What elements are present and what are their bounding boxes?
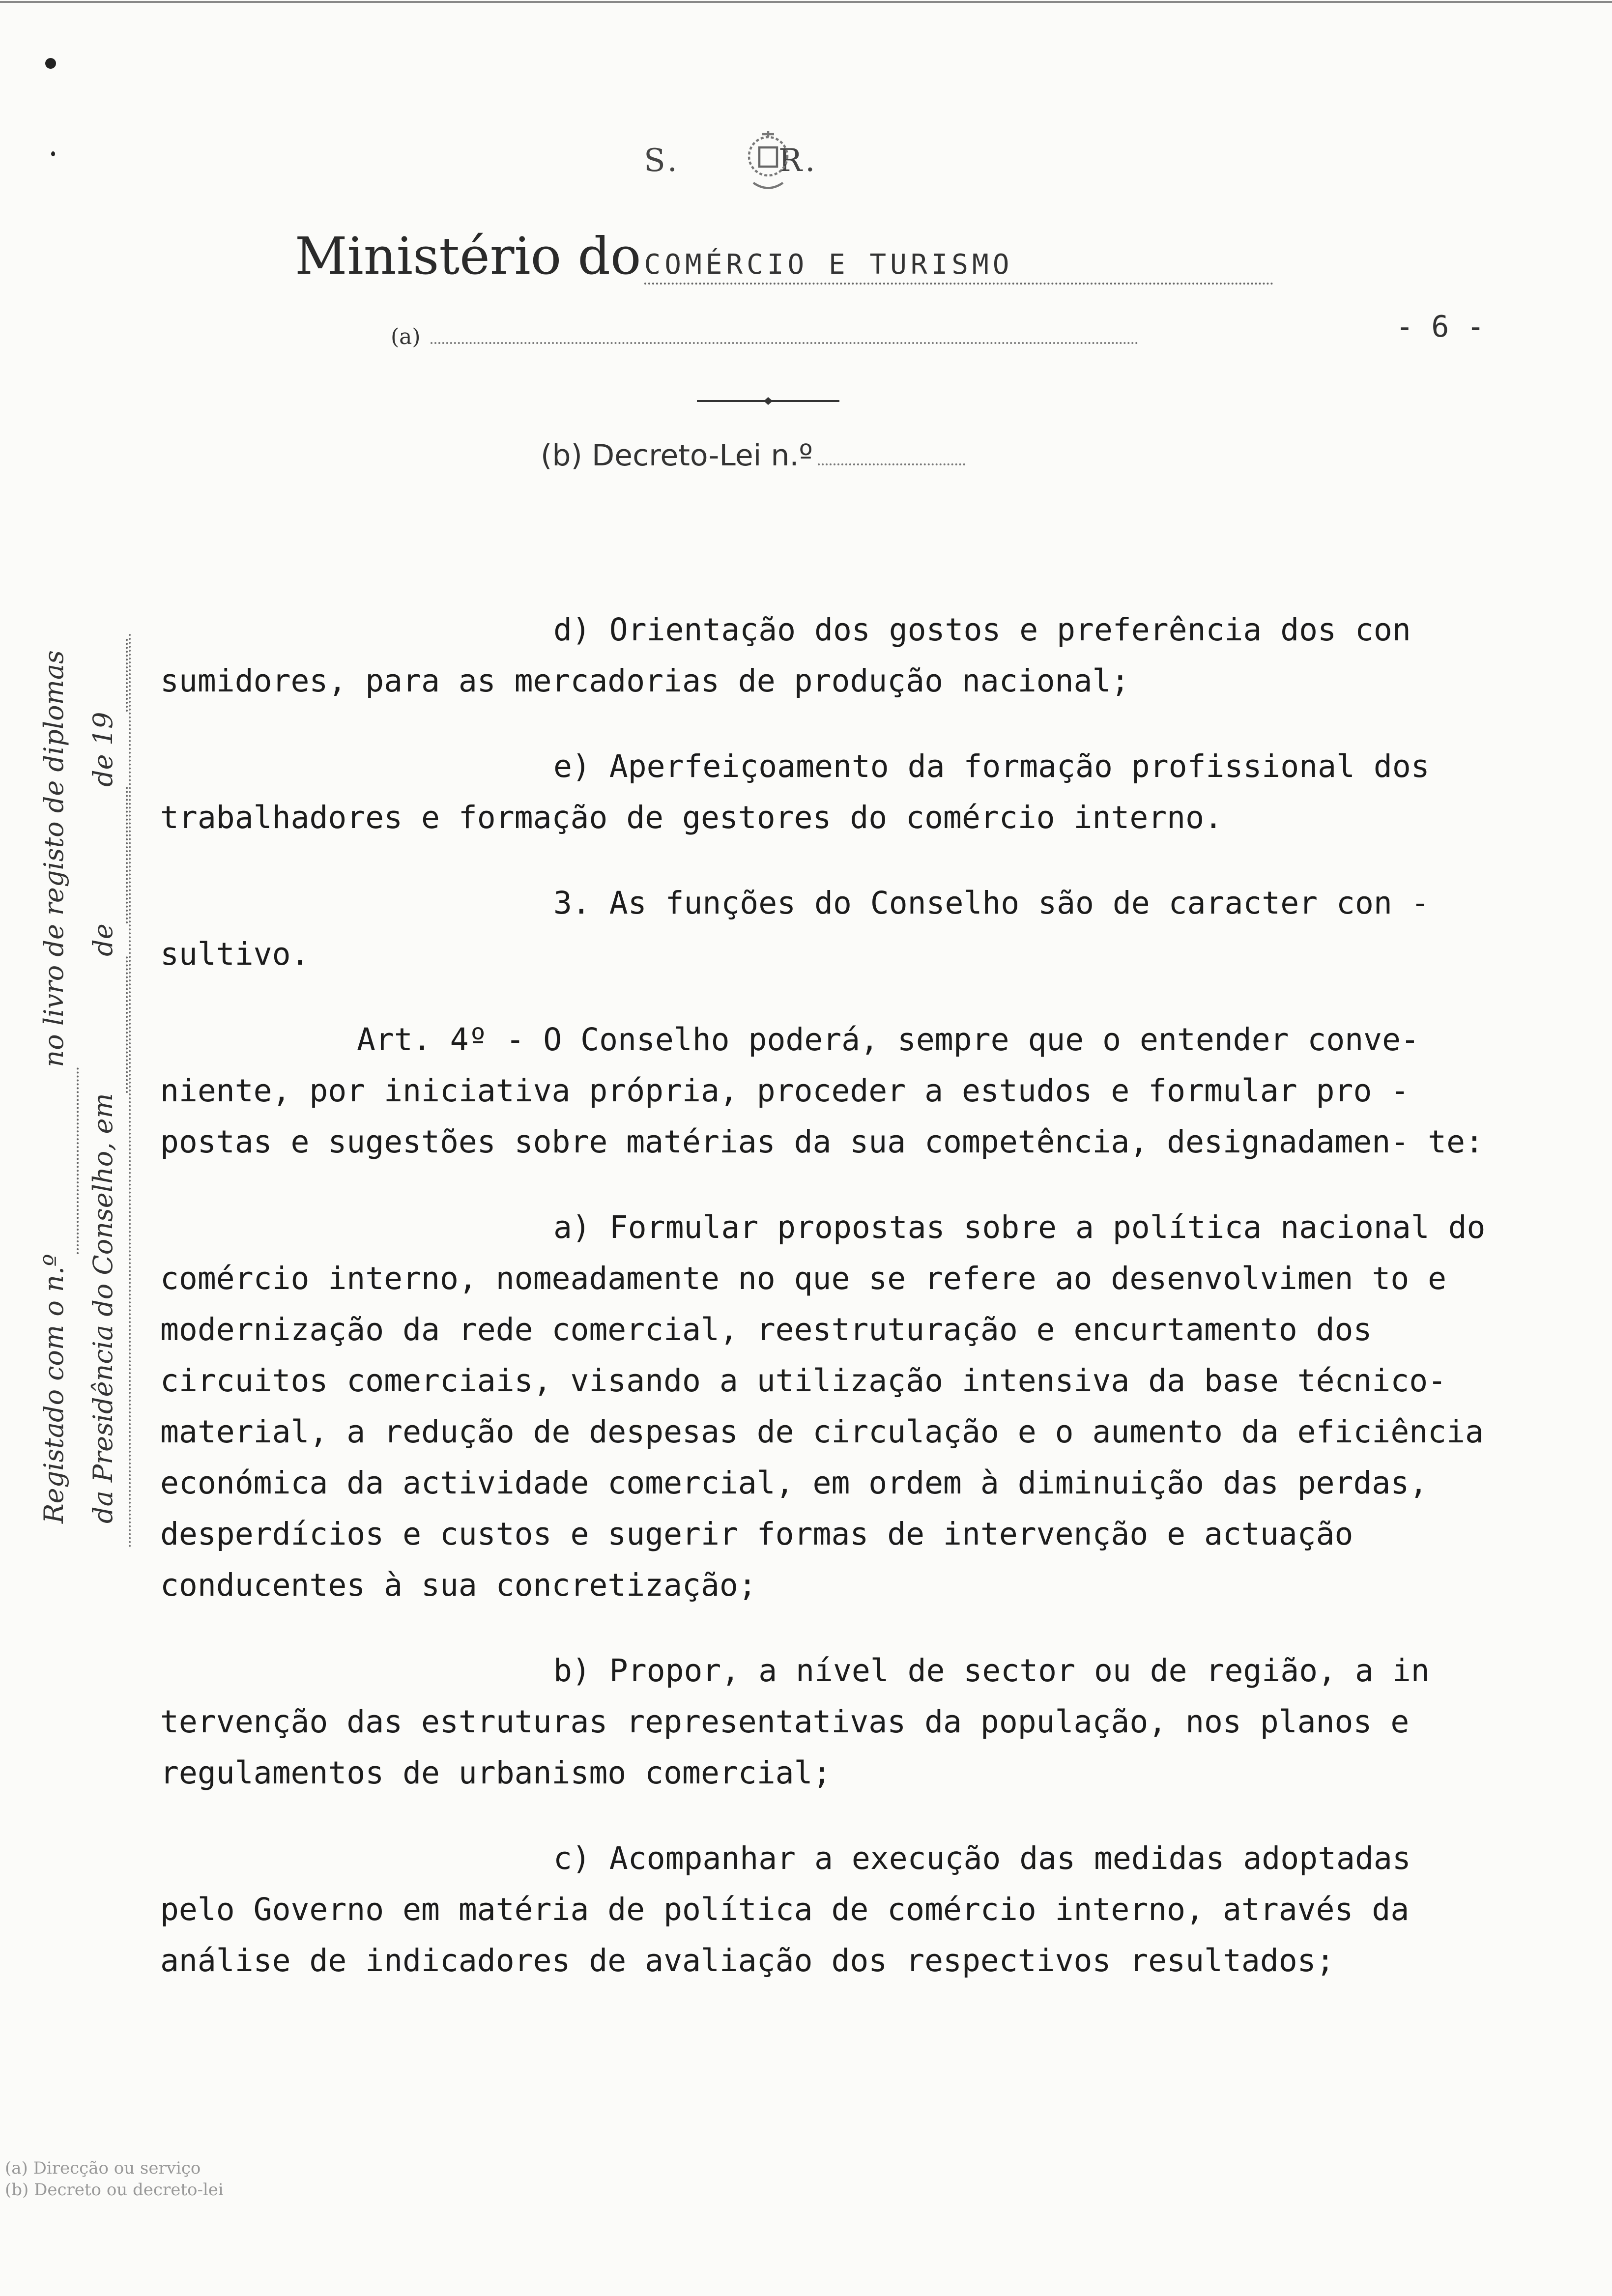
article-4: Art. 4º - O Conselho poderá, sempre que o entender conve- niente, por iniciativa própria, proceder a estudos e formular pro - postas e sugestões sobre matérias da sua competência, designadamen- te: bbox=[160, 1022, 1484, 1160]
page-number: - 6 - bbox=[1396, 310, 1485, 344]
margin-note-book: no livro de registo de diplomas bbox=[38, 650, 69, 1067]
margin-note-blank bbox=[57, 1067, 79, 1254]
decree-label: (b) Decreto-Lei n.º bbox=[541, 438, 813, 473]
paragraph-b: b) Propor, a nível de sector ou de região, a in tervenção das estruturas representativas da população, nos planos e regulamentos de urbanismo comercial; bbox=[160, 1653, 1430, 1791]
separator-ornament bbox=[697, 396, 839, 406]
margin-note-line-2 bbox=[79, 639, 128, 1523]
margin-note-blank bbox=[106, 639, 128, 712]
margin-note-registered: Registado com o n.º bbox=[38, 1254, 69, 1523]
margin-note-blank bbox=[106, 956, 128, 1093]
paragraph-3: 3. As funções do Conselho são de caracter con - sultivo. bbox=[160, 885, 1430, 972]
paragraph-d: d) Orientação dos gostos e preferência dos con sumidores, para as mercadorias de produção nacional; bbox=[160, 612, 1411, 699]
decree-line bbox=[541, 438, 965, 473]
service-line bbox=[391, 324, 1138, 349]
service-label: (a) bbox=[391, 324, 421, 349]
ink-speck bbox=[51, 151, 55, 156]
ink-speck bbox=[45, 58, 56, 69]
initial-r: R. bbox=[778, 143, 818, 179]
footnote-a: (a) Direcção ou serviço bbox=[5, 2158, 201, 2178]
margin-dotted-rule bbox=[129, 634, 131, 1548]
ministry-department: COMÉRCIO E TURISMO bbox=[644, 249, 1273, 285]
service-dotted-line bbox=[431, 342, 1138, 344]
footnote-b: (b) Decreto ou decreto-lei bbox=[5, 2180, 224, 2200]
footnotes bbox=[5, 2157, 224, 2201]
ministry-line bbox=[295, 226, 1273, 286]
paragraph-a: a) Formular propostas sobre a política nacional do comércio interno, nomeadamente no que se refere ao desenvolvimen to e modernização da rede comercial, reestruturação e encurtamento dos circuitos comerciais, visando a utilização intensiva da base técnico-material, a redução de despesas de circulação e o aumento da eficiência económica da actividade comercial, em ordem à diminuição das perdas, desperdícios e custos e sugerir formas de intervenção e actuação conducentes à sua concretização; bbox=[160, 1209, 1486, 1603]
initial-s: S. bbox=[644, 143, 680, 179]
paragraph-e: e) Aperfeiçoamento da formação profissional dos trabalhadores e formação de gestores do comércio interno. bbox=[160, 748, 1430, 835]
top-edge-rule bbox=[0, 1, 1612, 3]
registration-margin-note bbox=[29, 639, 128, 1523]
paragraph-c: c) Acompanhar a execução das medidas adoptadas pelo Governo em matéria de política de comércio interno, através da análise de indicadores de avaliação dos respectivos resultados; bbox=[160, 1840, 1411, 1979]
coat-of-arms-icon bbox=[731, 125, 805, 199]
margin-note-blank bbox=[106, 787, 128, 923]
margin-note-de: de bbox=[87, 923, 118, 956]
document-body bbox=[160, 604, 1497, 2021]
ministry-prefix: Ministério do bbox=[295, 226, 641, 286]
decree-dotted-line bbox=[818, 463, 965, 465]
margin-note-line-1 bbox=[29, 639, 79, 1523]
margin-note-presidency: da Presidência do Conselho, em bbox=[87, 1093, 118, 1523]
margin-note-year: de 19 bbox=[87, 712, 118, 787]
